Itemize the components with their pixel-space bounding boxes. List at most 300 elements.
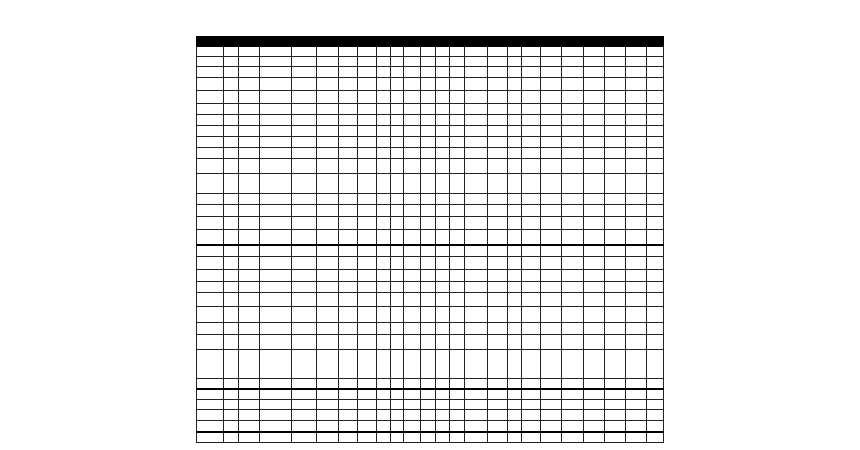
table-cell	[338, 350, 357, 379]
table-cell	[541, 104, 562, 115]
table-cell	[404, 78, 421, 91]
table-cell	[583, 148, 604, 159]
table-cell	[292, 257, 317, 270]
table-cell	[404, 245, 421, 257]
table-cell	[391, 230, 404, 245]
table-cell	[404, 57, 421, 67]
table-cell	[404, 104, 421, 115]
table-cell	[604, 104, 625, 115]
table-cell	[625, 91, 646, 104]
table-cell	[488, 270, 507, 282]
table-cell	[507, 47, 522, 57]
table-row	[197, 421, 664, 432]
table-cell	[338, 194, 357, 205]
table-cell	[625, 282, 646, 293]
table-cell	[357, 91, 376, 104]
table-cell	[488, 323, 507, 335]
table-cell	[376, 91, 391, 104]
table-cell	[404, 137, 421, 148]
table-cell	[391, 410, 404, 421]
table-cell	[625, 400, 646, 410]
table-cell	[224, 78, 239, 91]
table-cell	[646, 194, 663, 205]
table-cell	[376, 293, 391, 307]
table-cell	[197, 91, 224, 104]
table-cell	[357, 47, 376, 57]
table-cell	[404, 410, 421, 421]
table-cell	[338, 205, 357, 217]
table-cell	[376, 205, 391, 217]
table-cell	[239, 350, 260, 379]
table-cell	[404, 159, 421, 174]
table-cell	[224, 350, 239, 379]
table-cell	[420, 293, 435, 307]
table-cell	[562, 245, 583, 257]
table-cell	[465, 421, 488, 432]
table-cell	[562, 91, 583, 104]
table-cell	[604, 335, 625, 350]
table-cell	[420, 148, 435, 159]
table-cell	[522, 57, 541, 67]
table-row	[197, 323, 664, 335]
table-cell	[224, 115, 239, 126]
table-cell	[317, 78, 338, 91]
table-cell	[465, 293, 488, 307]
table-cell	[646, 257, 663, 270]
table-cell	[357, 421, 376, 432]
table-cell	[604, 270, 625, 282]
table-cell	[420, 159, 435, 174]
table-cell	[292, 282, 317, 293]
table-cell	[450, 57, 465, 67]
table-cell	[357, 104, 376, 115]
table-cell	[420, 47, 435, 57]
table-cell	[646, 67, 663, 78]
table-cell	[465, 389, 488, 400]
table-cell	[376, 159, 391, 174]
table-cell	[583, 230, 604, 245]
table-cell	[260, 307, 292, 323]
table-cell	[522, 194, 541, 205]
table-cell	[507, 282, 522, 293]
table-cell	[338, 307, 357, 323]
table-cell	[292, 126, 317, 137]
table-cell	[239, 410, 260, 421]
table-cell	[435, 323, 450, 335]
table-cell	[420, 270, 435, 282]
table-cell	[239, 421, 260, 432]
table-cell	[357, 432, 376, 443]
table-cell	[541, 47, 562, 57]
table-cell	[239, 115, 260, 126]
table-cell	[583, 78, 604, 91]
table-cell	[224, 270, 239, 282]
table-cell	[338, 67, 357, 78]
table-cell	[488, 293, 507, 307]
table-cell	[376, 230, 391, 245]
table-row	[197, 335, 664, 350]
table-row	[197, 137, 664, 148]
table-cell	[338, 282, 357, 293]
table-cell	[522, 78, 541, 91]
table-cell	[541, 350, 562, 379]
table-cell	[420, 104, 435, 115]
table-cell	[197, 148, 224, 159]
table-cell	[488, 148, 507, 159]
table-cell	[391, 148, 404, 159]
table-cell	[420, 205, 435, 217]
column-header	[391, 37, 404, 47]
table-cell	[465, 126, 488, 137]
table-cell	[435, 421, 450, 432]
table-cell	[465, 270, 488, 282]
table-cell	[197, 432, 224, 443]
table-cell	[357, 159, 376, 174]
table-cell	[317, 159, 338, 174]
table-cell	[292, 205, 317, 217]
table-cell	[357, 245, 376, 257]
table-cell	[604, 307, 625, 323]
table-row	[197, 205, 664, 217]
table-cell	[465, 257, 488, 270]
column-header	[583, 37, 604, 47]
table-cell	[625, 67, 646, 78]
table-cell	[197, 270, 224, 282]
column-header	[562, 37, 583, 47]
table-cell	[317, 389, 338, 400]
table-cell	[224, 205, 239, 217]
table-cell	[404, 389, 421, 400]
table-cell	[541, 410, 562, 421]
table-cell	[646, 282, 663, 293]
table-cell	[522, 47, 541, 57]
table-cell	[450, 230, 465, 245]
table-cell	[465, 137, 488, 148]
table-cell	[522, 245, 541, 257]
column-header	[604, 37, 625, 47]
table-cell	[420, 91, 435, 104]
table-cell	[541, 245, 562, 257]
table-cell	[625, 257, 646, 270]
table-cell	[260, 282, 292, 293]
table-cell	[224, 379, 239, 389]
table-cell	[488, 432, 507, 443]
table-cell	[197, 282, 224, 293]
table-cell	[435, 126, 450, 137]
table-cell	[450, 205, 465, 217]
table-cell	[404, 350, 421, 379]
table-cell	[465, 307, 488, 323]
table-cell	[583, 410, 604, 421]
table-cell	[646, 230, 663, 245]
table-cell	[224, 159, 239, 174]
table-cell	[522, 400, 541, 410]
table-cell	[338, 126, 357, 137]
table-cell	[239, 159, 260, 174]
table-cell	[376, 126, 391, 137]
table-cell	[420, 245, 435, 257]
table-cell	[420, 115, 435, 126]
table-cell	[376, 57, 391, 67]
column-header	[450, 37, 465, 47]
table-cell	[507, 432, 522, 443]
column-header	[465, 37, 488, 47]
table-cell	[435, 104, 450, 115]
table-cell	[625, 293, 646, 307]
table-cell	[357, 205, 376, 217]
table-cell	[317, 379, 338, 389]
table-cell	[488, 57, 507, 67]
table-cell	[488, 217, 507, 230]
table-cell	[625, 205, 646, 217]
table-cell	[435, 282, 450, 293]
table-cell	[239, 389, 260, 400]
table-cell	[625, 57, 646, 67]
table-cell	[197, 194, 224, 205]
table-cell	[404, 194, 421, 205]
table-cell	[450, 257, 465, 270]
table-cell	[376, 137, 391, 148]
column-header	[404, 37, 421, 47]
table-cell	[391, 47, 404, 57]
table-cell	[197, 137, 224, 148]
table-cell	[224, 257, 239, 270]
table-cell	[391, 104, 404, 115]
table-cell	[292, 67, 317, 78]
table-row	[197, 245, 664, 257]
table-cell	[646, 400, 663, 410]
table-cell	[488, 126, 507, 137]
table-cell	[376, 217, 391, 230]
table-cell	[357, 307, 376, 323]
table-cell	[404, 432, 421, 443]
table-cell	[420, 421, 435, 432]
table-cell	[317, 400, 338, 410]
table-cell	[625, 432, 646, 443]
table-cell	[391, 307, 404, 323]
table-cell	[357, 126, 376, 137]
table-cell	[338, 159, 357, 174]
table-cell	[450, 335, 465, 350]
table-row	[197, 91, 664, 104]
column-header	[317, 37, 338, 47]
table-cell	[391, 389, 404, 400]
table-cell	[604, 91, 625, 104]
table-cell	[357, 67, 376, 78]
table-cell	[435, 91, 450, 104]
table-cell	[646, 389, 663, 400]
table-cell	[239, 245, 260, 257]
table-cell	[541, 323, 562, 335]
table-cell	[465, 282, 488, 293]
table-cell	[646, 137, 663, 148]
table-cell	[338, 174, 357, 194]
table-cell	[583, 400, 604, 410]
table-cell	[224, 47, 239, 57]
table-cell	[197, 78, 224, 91]
table-cell	[404, 421, 421, 432]
table-cell	[197, 293, 224, 307]
table-cell	[338, 137, 357, 148]
table-cell	[420, 230, 435, 245]
table-cell	[507, 270, 522, 282]
table-cell	[292, 410, 317, 421]
table-cell	[391, 257, 404, 270]
table-cell	[357, 282, 376, 293]
table-cell	[562, 293, 583, 307]
table-cell	[292, 389, 317, 400]
table-cell	[625, 270, 646, 282]
table-cell	[562, 432, 583, 443]
table-cell	[391, 293, 404, 307]
table-cell	[522, 104, 541, 115]
table-cell	[450, 293, 465, 307]
table-cell	[224, 194, 239, 205]
table-cell	[420, 67, 435, 78]
table-cell	[239, 379, 260, 389]
table-cell	[450, 126, 465, 137]
table-cell	[197, 257, 224, 270]
table-cell	[541, 307, 562, 323]
table-cell	[522, 217, 541, 230]
table-cell	[239, 270, 260, 282]
table-cell	[224, 421, 239, 432]
table-row	[197, 293, 664, 307]
table-cell	[522, 282, 541, 293]
table-cell	[541, 293, 562, 307]
table-cell	[465, 104, 488, 115]
table-cell	[450, 389, 465, 400]
table-cell	[391, 67, 404, 78]
table-cell	[197, 245, 224, 257]
table-cell	[541, 126, 562, 137]
table-cell	[197, 323, 224, 335]
table-cell	[562, 104, 583, 115]
table-cell	[420, 257, 435, 270]
table-cell	[435, 78, 450, 91]
table-cell	[465, 350, 488, 379]
table-cell	[465, 67, 488, 78]
table-cell	[507, 194, 522, 205]
table-cell	[260, 57, 292, 67]
table-cell	[239, 91, 260, 104]
table-cell	[522, 91, 541, 104]
table-cell	[465, 230, 488, 245]
table-cell	[646, 104, 663, 115]
table-cell	[420, 335, 435, 350]
table-cell	[292, 91, 317, 104]
table-cell	[376, 78, 391, 91]
table-cell	[507, 307, 522, 323]
table-cell	[522, 379, 541, 389]
table-cell	[317, 126, 338, 137]
table-cell	[357, 270, 376, 282]
table-cell	[357, 400, 376, 410]
table-cell	[465, 159, 488, 174]
table-cell	[376, 67, 391, 78]
table-cell	[541, 78, 562, 91]
column-header	[522, 37, 541, 47]
table-cell	[357, 137, 376, 148]
table-cell	[376, 282, 391, 293]
table-cell	[625, 217, 646, 230]
table-cell	[541, 67, 562, 78]
table-cell	[522, 389, 541, 400]
table-row	[197, 115, 664, 126]
table-cell	[239, 126, 260, 137]
table-cell	[646, 245, 663, 257]
table-cell	[562, 400, 583, 410]
table-cell	[646, 410, 663, 421]
table-cell	[420, 389, 435, 400]
table-cell	[646, 335, 663, 350]
table-cell	[583, 159, 604, 174]
table-cell	[260, 148, 292, 159]
table-cell	[488, 350, 507, 379]
table-cell	[488, 174, 507, 194]
table-cell	[338, 257, 357, 270]
table-cell	[450, 115, 465, 126]
table-cell	[625, 47, 646, 57]
table-cell	[522, 137, 541, 148]
table-cell	[450, 410, 465, 421]
table-cell	[197, 205, 224, 217]
table-cell	[357, 257, 376, 270]
table-cell	[338, 115, 357, 126]
table-cell	[435, 270, 450, 282]
table-cell	[376, 174, 391, 194]
table-cell	[625, 78, 646, 91]
table-cell	[338, 335, 357, 350]
table-cell	[646, 91, 663, 104]
table-cell	[391, 174, 404, 194]
table-cell	[488, 137, 507, 148]
table-cell	[239, 78, 260, 91]
table-cell	[488, 47, 507, 57]
table-cell	[604, 400, 625, 410]
table-cell	[239, 335, 260, 350]
table-cell	[239, 57, 260, 67]
table-cell	[376, 323, 391, 335]
table-cell	[507, 379, 522, 389]
table-cell	[522, 421, 541, 432]
table-cell	[260, 257, 292, 270]
table-cell	[522, 257, 541, 270]
table-cell	[625, 323, 646, 335]
table-row	[197, 432, 664, 443]
table-cell	[420, 307, 435, 323]
table-cell	[488, 307, 507, 323]
table-cell	[197, 47, 224, 57]
table-cell	[435, 137, 450, 148]
table-cell	[488, 104, 507, 115]
table-cell	[338, 379, 357, 389]
table-cell	[522, 432, 541, 443]
table-cell	[450, 307, 465, 323]
table-cell	[562, 57, 583, 67]
table-cell	[583, 379, 604, 389]
table-cell	[488, 379, 507, 389]
table-cell	[625, 137, 646, 148]
table-cell	[376, 148, 391, 159]
table-cell	[404, 293, 421, 307]
table-cell	[450, 245, 465, 257]
table-cell	[583, 257, 604, 270]
table-cell	[317, 91, 338, 104]
table-cell	[435, 307, 450, 323]
table-cell	[391, 400, 404, 410]
data-table	[196, 36, 664, 443]
